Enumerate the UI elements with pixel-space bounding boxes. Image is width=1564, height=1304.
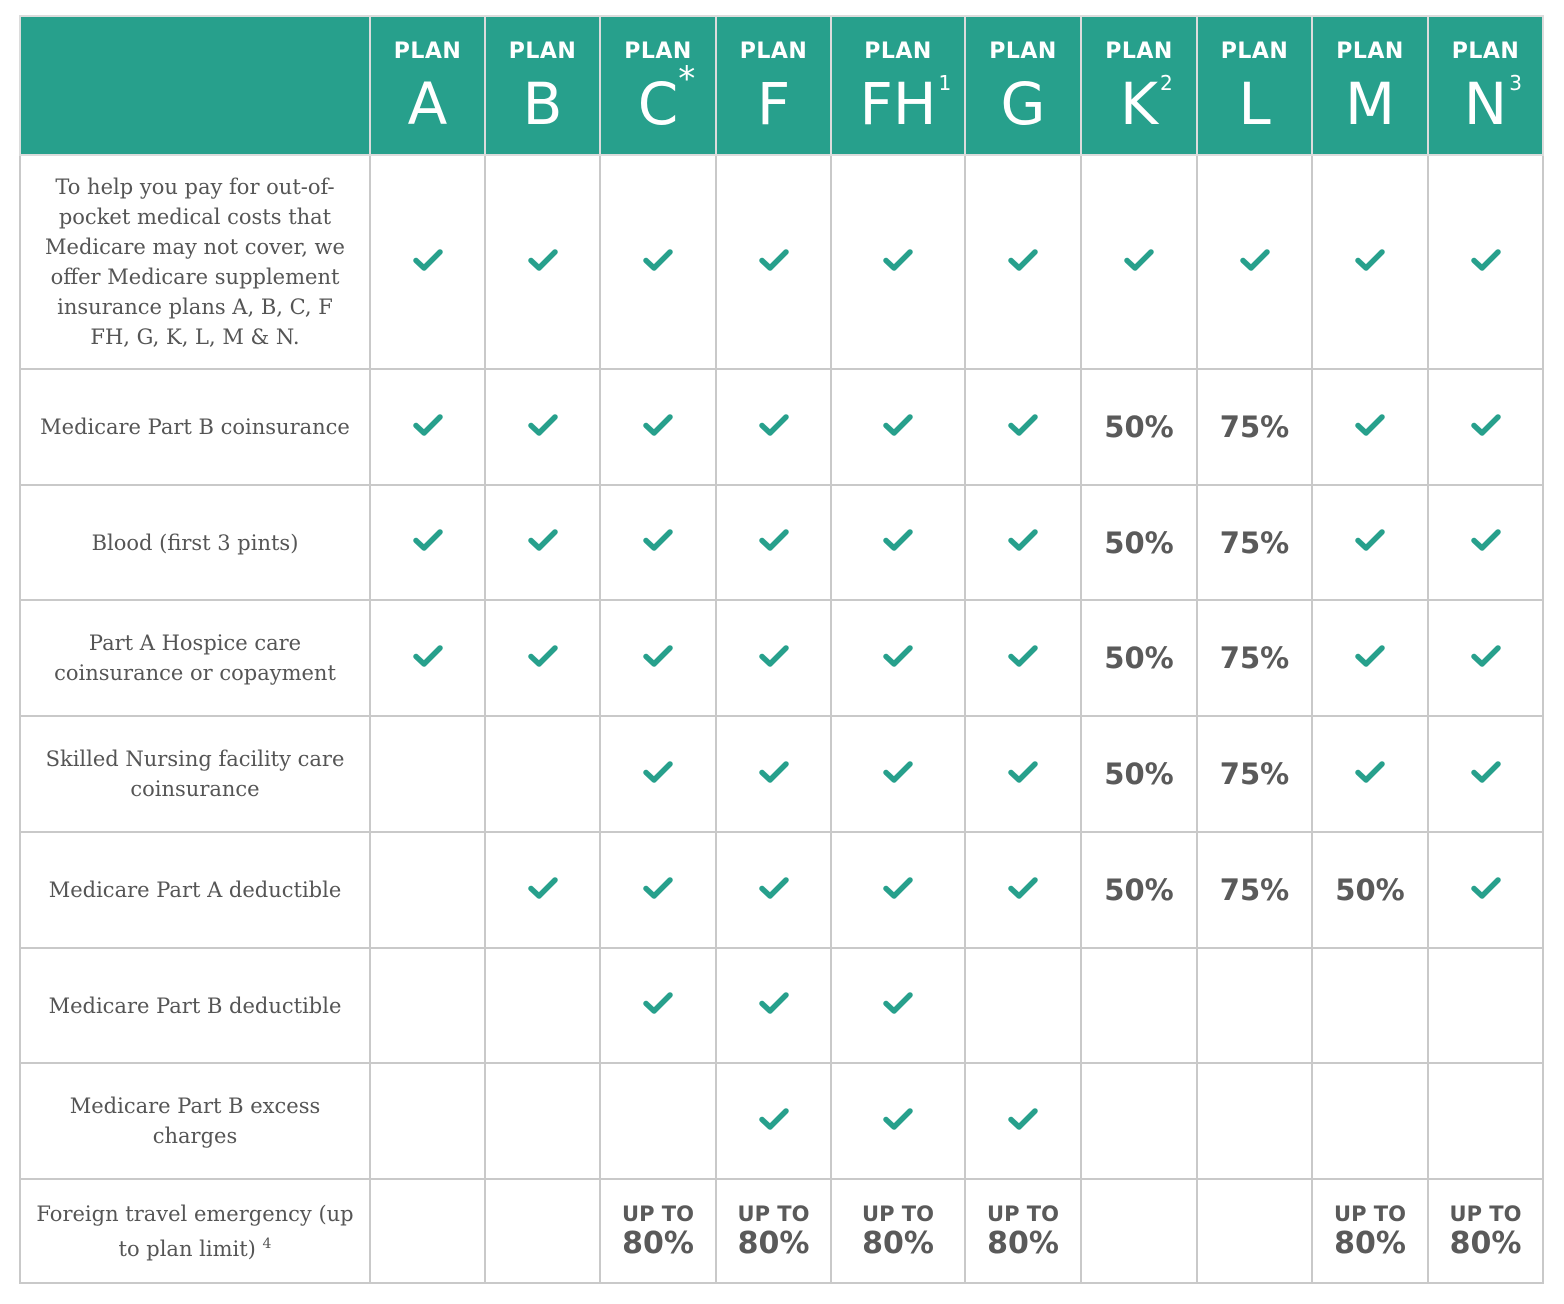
- plan-word: PLAN: [1105, 38, 1173, 64]
- cell-plan-g: [965, 716, 1081, 832]
- cell-plan-n: [1428, 1179, 1543, 1283]
- cell-plan-c: [600, 485, 716, 600]
- checkmark-icon: [759, 644, 789, 668]
- up-to-label: UP TO: [622, 1202, 694, 1226]
- plan-header-n: [1428, 16, 1543, 155]
- checkmark-icon: [883, 991, 913, 1015]
- up-to-label: UP TO: [737, 1202, 810, 1226]
- empty-cell: [1081, 1063, 1197, 1179]
- percentage-value: 80%: [737, 1226, 810, 1261]
- cell-plan-n: [1428, 485, 1543, 600]
- foreign-travel-value: [1450, 1201, 1522, 1261]
- plan-header-l: [1197, 16, 1312, 155]
- empty-cell: [965, 948, 1081, 1063]
- percentage-value: 80%: [862, 1226, 934, 1261]
- checkmark-icon: [759, 1107, 789, 1131]
- empty-cell: [485, 716, 600, 832]
- checkmark-icon: [759, 248, 789, 272]
- checkmark-icon: [1471, 760, 1501, 784]
- row-label-line: offer Medicare supplement: [50, 265, 340, 289]
- row-label: [20, 155, 370, 369]
- table-row: [20, 832, 1543, 948]
- header-corner: [20, 16, 370, 155]
- cell-plan-fh: [831, 600, 965, 716]
- checkmark-icon: [1008, 413, 1038, 437]
- plan-letter: M: [1344, 69, 1396, 138]
- cell-plan-fh: [831, 948, 965, 1063]
- plan-header-f: [716, 16, 831, 155]
- row-label-line: Part A Hospice care: [88, 631, 302, 655]
- cell-plan-k: [1081, 485, 1197, 600]
- checkmark-icon: [528, 528, 558, 552]
- row-label-line: insurance plans A, B, C, F: [57, 295, 333, 319]
- checkmark-icon: [1008, 248, 1038, 272]
- cell-plan-b: [485, 485, 600, 600]
- checkmark-icon: [759, 760, 789, 784]
- row-label-line: Medicare Part B excess: [69, 1094, 321, 1118]
- checkmark-icon: [413, 248, 443, 272]
- cell-plan-m: [1312, 369, 1428, 485]
- cell-plan-k: [1081, 716, 1197, 832]
- plan-header-m: [1312, 16, 1428, 155]
- checkmark-icon: [643, 528, 673, 552]
- plan-header-b: [485, 16, 600, 155]
- foreign-travel-value: [987, 1201, 1059, 1261]
- percentage-value: 50%: [1335, 873, 1405, 907]
- cell-plan-fh: [831, 1063, 965, 1179]
- checkmark-icon: [759, 528, 789, 552]
- cell-plan-fh: [831, 485, 965, 600]
- percentage-value: 50%: [1104, 525, 1174, 560]
- checkmark-icon: [1355, 644, 1385, 668]
- table-row: [20, 369, 1543, 485]
- cell-plan-c: [600, 155, 716, 369]
- checkmark-icon: [413, 528, 443, 552]
- up-to-label: UP TO: [987, 1202, 1059, 1226]
- percentage-value: 50%: [1104, 410, 1174, 444]
- plan-header-k: [1081, 16, 1197, 155]
- checkmark-icon: [759, 991, 789, 1015]
- empty-cell: [600, 1063, 716, 1179]
- plan-letter: F: [756, 69, 791, 138]
- cell-plan-b: [485, 832, 600, 948]
- cell-plan-c: [600, 1179, 716, 1283]
- checkmark-icon: [883, 248, 913, 272]
- checkmark-icon: [528, 644, 558, 668]
- plan-word: PLAN: [739, 38, 808, 64]
- plan-letter: FH 1: [859, 69, 952, 138]
- checkmark-icon: [643, 760, 673, 784]
- cell-plan-a: [370, 155, 485, 369]
- up-to-label: UP TO: [862, 1202, 934, 1226]
- row-label-line: Medicare Part B deductible: [48, 993, 342, 1018]
- empty-cell: [485, 948, 600, 1063]
- cell-plan-a: [370, 600, 485, 716]
- foreign-travel-value: [862, 1201, 934, 1261]
- percentage-value: 80%: [622, 1226, 694, 1261]
- table-row: [20, 155, 1543, 369]
- checkmark-icon: [883, 413, 913, 437]
- cell-plan-b: [485, 369, 600, 485]
- percentage-value: 80%: [1334, 1226, 1406, 1261]
- percentage-value: 50%: [1104, 873, 1174, 907]
- foreign-travel-value: [738, 1201, 810, 1261]
- percentage-value: 50%: [1104, 641, 1174, 675]
- plan-footnote-marker: 2: [1160, 70, 1173, 95]
- cell-plan-fh: [831, 832, 965, 948]
- row-label-line: Medicare Part A deductible: [48, 878, 342, 902]
- plan-footnote-marker: 3: [1509, 70, 1522, 95]
- row-label: [20, 369, 370, 485]
- empty-cell: [370, 948, 485, 1063]
- cell-plan-f: [716, 369, 831, 485]
- percentage-value: 75%: [1219, 525, 1290, 560]
- cell-plan-l: [1197, 716, 1312, 832]
- checkmark-icon: [1355, 760, 1385, 784]
- percentage-value: 75%: [1219, 873, 1290, 907]
- plan-word: PLAN: [1336, 38, 1404, 64]
- checkmark-icon: [1471, 644, 1501, 668]
- up-to-label: UP TO: [1334, 1202, 1406, 1226]
- cell-plan-l: [1197, 155, 1312, 369]
- empty-cell: [370, 1179, 485, 1283]
- cell-plan-g: [965, 832, 1081, 948]
- percentage-value: 75%: [1219, 641, 1290, 675]
- row-label: [20, 485, 370, 600]
- plan-word: PLAN: [508, 38, 577, 64]
- cell-plan-f: [716, 485, 831, 600]
- checkmark-icon: [759, 876, 789, 900]
- empty-cell: [370, 832, 485, 948]
- checkmark-icon: [1355, 248, 1385, 272]
- cell-plan-b: [485, 600, 600, 716]
- cell-plan-l: [1197, 832, 1312, 948]
- cell-plan-k: [1081, 832, 1197, 948]
- cell-plan-k: [1081, 369, 1197, 485]
- table-row: [20, 485, 1543, 600]
- cell-plan-g: [965, 485, 1081, 600]
- header-row: [20, 16, 1543, 155]
- checkmark-icon: [1008, 760, 1038, 784]
- cell-plan-g: [965, 155, 1081, 369]
- checkmark-icon: [1471, 248, 1501, 272]
- checkmark-icon: [1008, 876, 1038, 900]
- checkmark-icon: [759, 413, 789, 437]
- percentage-value: 75%: [1219, 410, 1290, 444]
- table-row: [20, 1063, 1543, 1179]
- empty-cell: [1428, 948, 1543, 1063]
- row-label: [20, 832, 370, 948]
- cell-plan-f: [716, 1063, 831, 1179]
- cell-plan-g: [965, 1179, 1081, 1283]
- empty-cell: [485, 1179, 600, 1283]
- plan-letter: L: [1238, 69, 1271, 138]
- plan-word: PLAN: [1451, 38, 1520, 64]
- plan-header-c: [600, 16, 716, 155]
- row-label-line: charges: [152, 1124, 238, 1148]
- foreign-travel-value: [622, 1201, 694, 1261]
- plan-header-g: [965, 16, 1081, 155]
- cell-plan-n: [1428, 716, 1543, 832]
- plan-footnote-marker: 1: [938, 70, 952, 95]
- cell-plan-b: [485, 155, 600, 369]
- plan-word: PLAN: [864, 38, 932, 64]
- foreign-travel-value: [1334, 1201, 1406, 1261]
- cell-plan-a: [370, 485, 485, 600]
- plan-comparison-table: [19, 15, 1544, 1284]
- cell-plan-c: [600, 948, 716, 1063]
- plan-word: PLAN: [989, 38, 1057, 64]
- cell-plan-n: [1428, 155, 1543, 369]
- cell-plan-f: [716, 155, 831, 369]
- row-label-line: coinsurance: [130, 777, 260, 801]
- checkmark-icon: [1008, 644, 1038, 668]
- checkmark-icon: [883, 644, 913, 668]
- cell-plan-fh: [831, 369, 965, 485]
- cell-plan-a: [370, 369, 485, 485]
- row-label-line: Medicare may not cover, we: [45, 235, 345, 259]
- checkmark-icon: [643, 413, 673, 437]
- cell-plan-c: [600, 600, 716, 716]
- checkmark-icon: [883, 528, 913, 552]
- empty-cell: [1081, 948, 1197, 1063]
- empty-cell: [485, 1063, 600, 1179]
- empty-cell: [370, 1063, 485, 1179]
- checkmark-icon: [643, 991, 673, 1015]
- cell-plan-n: [1428, 369, 1543, 485]
- checkmark-icon: [1471, 413, 1501, 437]
- cell-plan-fh: [831, 155, 965, 369]
- checkmark-icon: [528, 413, 558, 437]
- checkmark-icon: [1124, 248, 1154, 272]
- checkmark-icon: [1471, 528, 1501, 552]
- empty-cell: [1312, 948, 1428, 1063]
- cell-plan-n: [1428, 600, 1543, 716]
- checkmark-icon: [883, 760, 913, 784]
- row-label-line: Skilled Nursing facility care: [45, 747, 345, 771]
- empty-cell: [1312, 1063, 1428, 1179]
- checkmark-icon: [1240, 248, 1270, 272]
- cell-plan-f: [716, 832, 831, 948]
- cell-plan-k: [1081, 155, 1197, 369]
- plan-letter: K 2: [1119, 69, 1173, 138]
- cell-plan-m: [1312, 600, 1428, 716]
- cell-plan-f: [716, 600, 831, 716]
- checkmark-icon: [1355, 413, 1385, 437]
- cell-plan-m: [1312, 832, 1428, 948]
- cell-plan-g: [965, 369, 1081, 485]
- cell-plan-f: [716, 948, 831, 1063]
- plan-header-fh: [831, 16, 965, 155]
- cell-plan-m: [1312, 716, 1428, 832]
- checkmark-icon: [883, 876, 913, 900]
- percentage-value: 75%: [1219, 757, 1290, 791]
- plan-word: PLAN: [1220, 38, 1289, 64]
- table-row: [20, 716, 1543, 832]
- plan-word: PLAN: [393, 38, 462, 64]
- row-label-line: to plan limit) $^4$: [118, 1235, 272, 1261]
- cell-plan-fh: [831, 716, 965, 832]
- cell-plan-m: [1312, 485, 1428, 600]
- cell-plan-c: [600, 716, 716, 832]
- plan-header-a: [370, 16, 485, 155]
- row-label-line: Blood (first 3 pints): [91, 530, 299, 555]
- checkmark-icon: [883, 1107, 913, 1131]
- cell-plan-f: [716, 1179, 831, 1283]
- cell-plan-m: [1312, 155, 1428, 369]
- checkmark-icon: [413, 413, 443, 437]
- row-label: [20, 1179, 370, 1283]
- row-label: [20, 600, 370, 716]
- cell-plan-m: [1312, 1179, 1428, 1283]
- checkmark-icon: [1355, 528, 1385, 552]
- cell-plan-n: [1428, 832, 1543, 948]
- percentage-value: 50%: [1104, 757, 1174, 791]
- cell-plan-g: [965, 1063, 1081, 1179]
- cell-plan-l: [1197, 369, 1312, 485]
- row-label-line: pocket medical costs that: [58, 205, 332, 229]
- empty-cell: [1428, 1063, 1543, 1179]
- row-label-line: Medicare Part B coinsurance: [40, 415, 350, 439]
- checkmark-icon: [1471, 876, 1501, 900]
- table-row: [20, 600, 1543, 716]
- table-body: [20, 155, 1543, 1283]
- checkmark-icon: [643, 248, 673, 272]
- cell-plan-k: [1081, 600, 1197, 716]
- row-label-line: FH, G, K, L, M & N.: [90, 325, 300, 349]
- checkmark-icon: [643, 876, 673, 900]
- cell-plan-g: [965, 600, 1081, 716]
- checkmark-icon: [528, 876, 558, 900]
- cell-plan-l: [1197, 485, 1312, 600]
- checkmark-icon: [643, 644, 673, 668]
- cell-plan-f: [716, 716, 831, 832]
- cell-plan-c: [600, 369, 716, 485]
- cell-plan-fh: [831, 1179, 965, 1283]
- checkmark-icon: [528, 248, 558, 272]
- checkmark-icon: [1008, 1107, 1038, 1131]
- row-label-footnote: 4: [262, 1235, 272, 1252]
- cell-plan-c: [600, 832, 716, 948]
- plan-letter: B: [522, 69, 563, 138]
- table-row: [20, 1179, 1543, 1283]
- empty-cell: [1081, 1179, 1197, 1283]
- plan-letter: N 3: [1463, 69, 1522, 138]
- row-label-line: coinsurance or copayment: [54, 661, 336, 685]
- row-label-line: To help you pay for out-of-: [55, 175, 335, 199]
- empty-cell: [1197, 1179, 1312, 1283]
- up-to-label: UP TO: [1449, 1202, 1522, 1226]
- checkmark-icon: [1008, 528, 1038, 552]
- plan-letter: A: [407, 69, 448, 138]
- checkmark-icon: [413, 644, 443, 668]
- empty-cell: [370, 716, 485, 832]
- plan-letter: G: [1000, 69, 1046, 138]
- percentage-value: 80%: [987, 1226, 1059, 1261]
- plan-word: PLAN: [624, 38, 692, 64]
- empty-cell: [1197, 948, 1312, 1063]
- cell-plan-l: [1197, 600, 1312, 716]
- row-label: [20, 948, 370, 1063]
- plan-letter: C *: [637, 58, 696, 138]
- plan-footnote-marker: *: [678, 58, 696, 99]
- table-row: [20, 948, 1543, 1063]
- percentage-value: 80%: [1449, 1226, 1522, 1261]
- row-label-line: Foreign travel emergency (up: [36, 1201, 354, 1226]
- empty-cell: [1197, 1063, 1312, 1179]
- row-label: [20, 716, 370, 832]
- row-label: [20, 1063, 370, 1179]
